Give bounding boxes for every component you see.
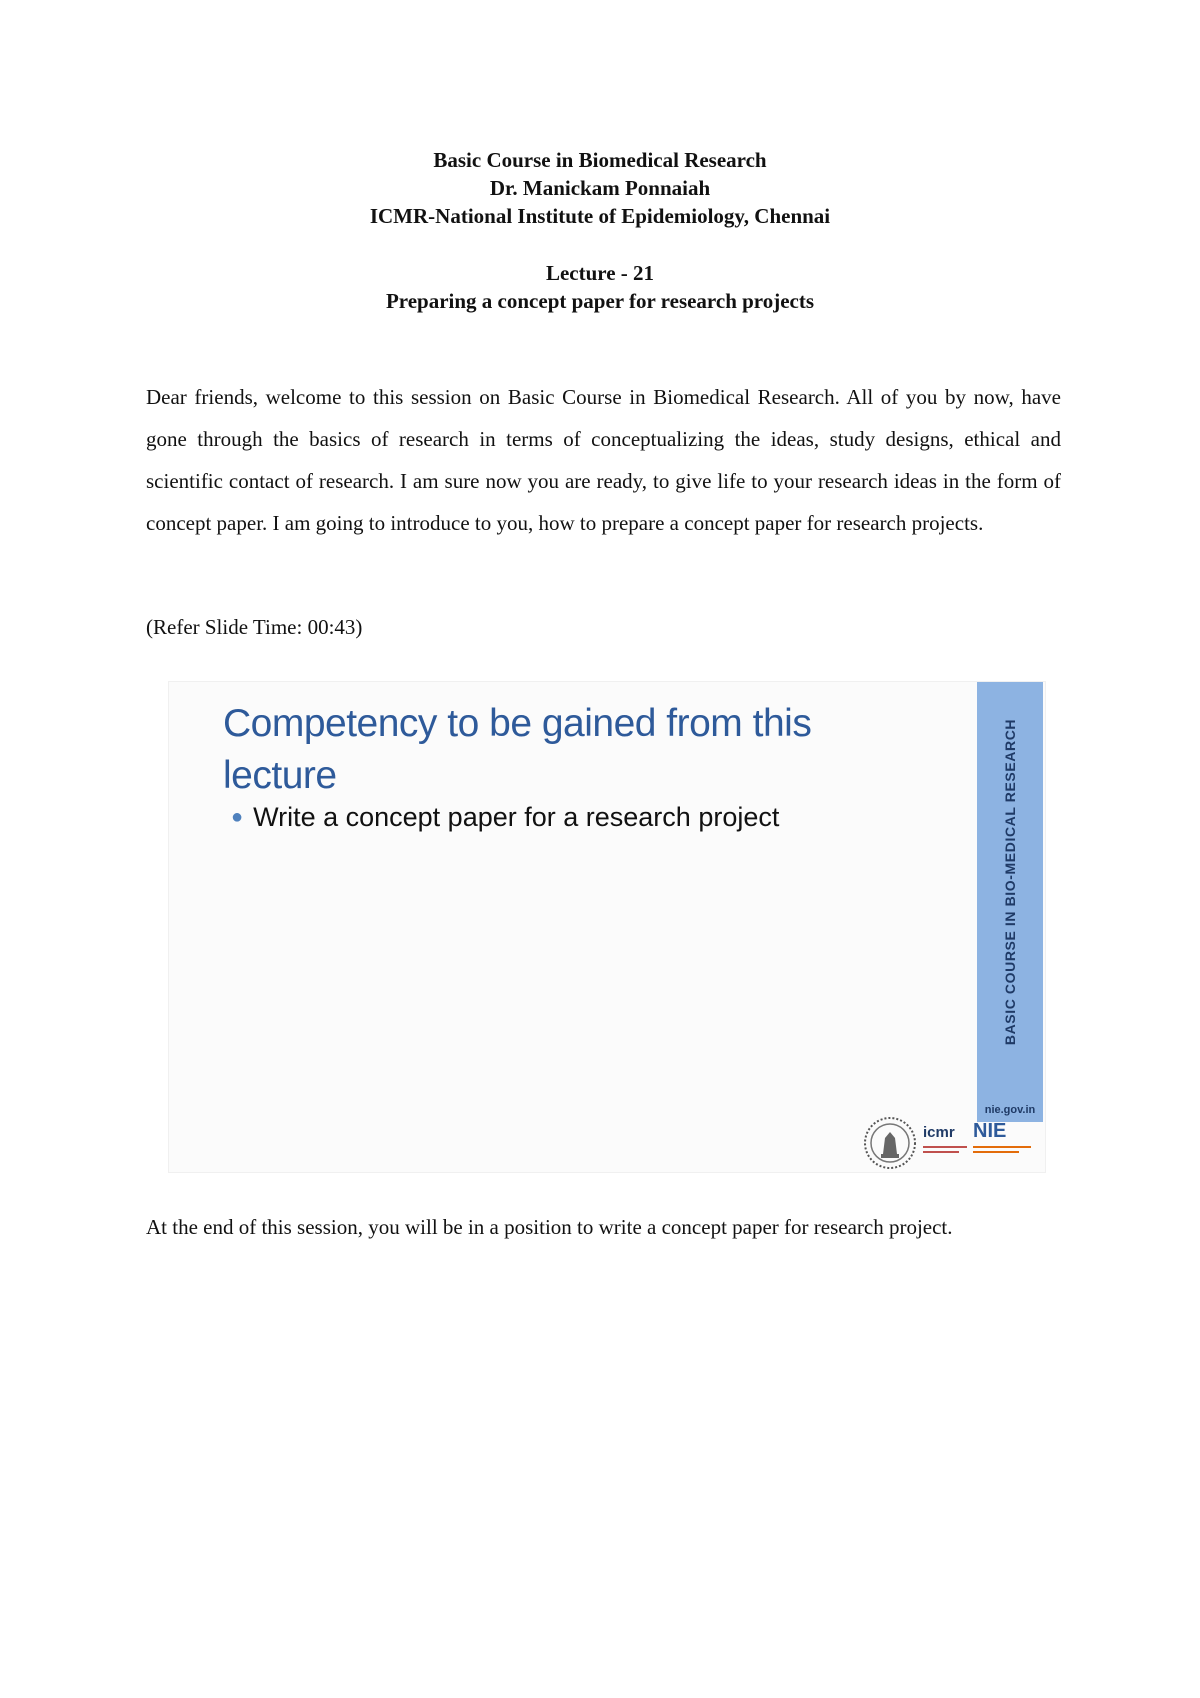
- sidebar-url: nie.gov.in: [984, 1104, 1036, 1116]
- lecture-heading: [0, 259, 1200, 315]
- icmr-subtitle-icon: [923, 1145, 967, 1155]
- sidebar-course-text: BASIC COURSE IN BIO-MEDICAL RESEARCH: [1002, 718, 1018, 1046]
- course-title: Basic Course in Biomedical Research: [433, 148, 767, 172]
- government-emblem-icon: [863, 1116, 917, 1170]
- author-name: Dr. Manickam Ponnaiah: [489, 176, 711, 200]
- icmr-logo-text: icmr: [923, 1124, 955, 1141]
- slide-image: [168, 681, 1046, 1173]
- document-header: [0, 146, 1200, 230]
- intro-paragraph: Dear friends, welcome to this session on Basic Course in Biomedical Research. All of you by now, have gone through the basics of research in terms of conceptualizing the ideas, study designs, ethical and scientific contact of research. I am sure now you are ready, to give life to your research ideas in the form of concept paper. I am going to introduce to you, how to prepare a concept paper for research projects.: [146, 385, 1061, 535]
- bullet-icon: ●: [231, 806, 244, 828]
- slide-title: Competency to be gained from this lecture: [223, 702, 812, 797]
- lecture-title: Preparing a concept paper for research projects: [385, 289, 815, 313]
- lecture-number: Lecture - 21: [545, 261, 655, 285]
- slide-time-reference: (Refer Slide Time: 00:43): [146, 615, 363, 639]
- logo-group: [863, 1114, 1041, 1170]
- slide-bullet-text: Write a concept paper for a research project: [253, 802, 780, 832]
- nie-subtitle-icon: [973, 1145, 1031, 1155]
- institute-name: ICMR-National Institute of Epidemiology, Chennai: [369, 204, 831, 228]
- closing-paragraph: At the end of this session, you will be in a position to write a concept paper for research project.: [146, 1215, 953, 1239]
- nie-logo-text: NIE: [973, 1120, 1007, 1142]
- slide-sidebar: [977, 682, 1043, 1122]
- slide-bullet-item: [231, 800, 779, 837]
